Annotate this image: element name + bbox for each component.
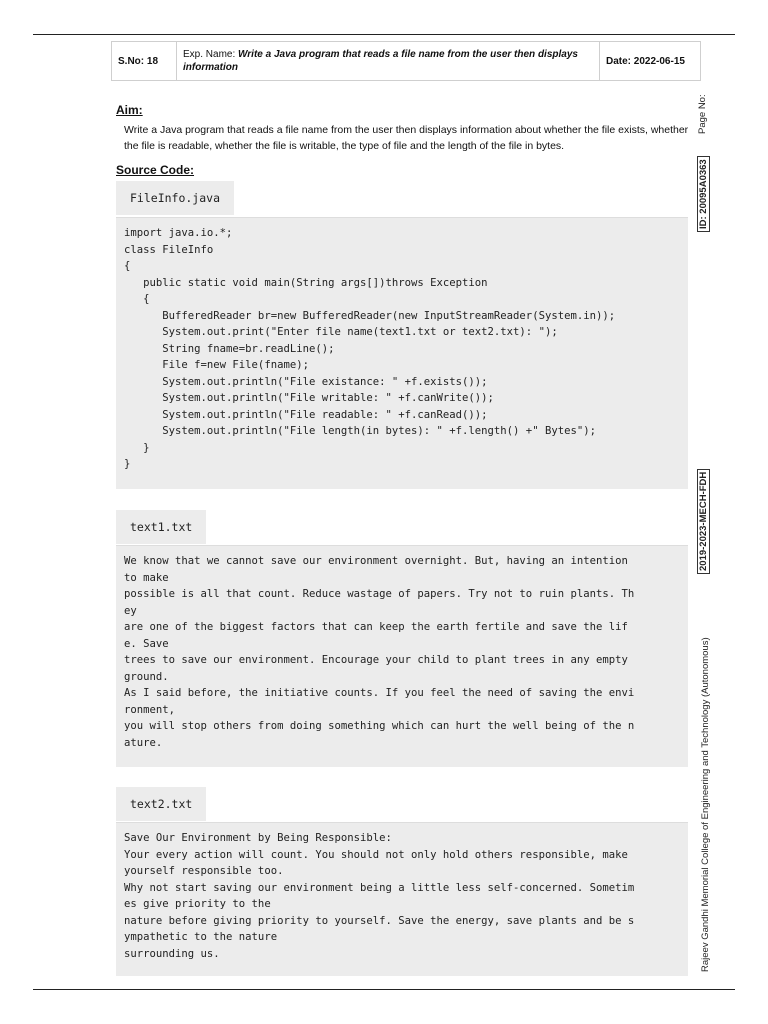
experiment-header xyxy=(111,41,701,81)
experiment-date: Date: 2022-06-15 xyxy=(600,42,701,81)
bottom-rule xyxy=(33,989,735,990)
batch-label: 2019-2023-MECH-FDH xyxy=(697,469,710,574)
file-tab-fileinfo-java[interactable]: FileInfo.java xyxy=(116,181,234,215)
code-block-text1-txt: We know that we cannot save our environment overnight. But, having an intention to make possible is all that count. Reduce wastage of papers. Try not to ruin plants. Th ey are one of the biggest factors that can keep the earth fertile and save the lif e. Save trees to save our environment. Encourage your child to plant trees in any empty ground. As I said before, the initiative counts. If you feel the need of saving the envi ronment, you will stop others from doing something which can hurt the well being of the n ature. xyxy=(116,545,688,767)
serial-number: S.No: 18 xyxy=(112,42,177,81)
page-number-label: Page No: xyxy=(697,94,708,134)
file-tab-text1-txt[interactable]: text1.txt xyxy=(116,510,206,544)
aim-text: Write a Java program that reads a file name from the user then displays information about whether the file exists, whether the file is readable, whether the file is writable, the type of file and the length of the file in bytes. xyxy=(124,124,689,152)
file-tab-text2-txt[interactable]: text2.txt xyxy=(116,787,206,821)
experiment-name-title: Write a Java program that reads a file name from the user then displays information xyxy=(183,49,578,73)
code-block-text2-txt: Save Our Environment by Being Responsible: Your every action will count. You should not only hold others responsible, make yourself responsible too. Why not start saving our environment being a little less self-concerned. Sometim es give priority to the nature before giving priority to yourself. Save the energy, save plants and be s ympathetic to the nature surrounding us. xyxy=(116,822,688,976)
experiment-name-label: Exp. Name: xyxy=(183,49,239,60)
aim-heading: Aim: xyxy=(116,103,143,117)
code-block-fileinfo-java: import java.io.*; class FileInfo { public static void main(String args[])throws Exception { BufferedReader br=new BufferedReader(new InputStreamReader(System.in)); System.out.print("Enter file name(text1.txt or text2.txt): "); String fname=br.readLine(); File f=new File(fname); System.out.println("File existance: " +f.exists()); System.out.println("File writable: " +f.canWrite()); System.out.println("File readable: " +f.canRead()); System.out.println("File length(in bytes): " +f.length() +" Bytes"); } } xyxy=(116,217,688,489)
student-id: ID: 20095A0363 xyxy=(697,156,710,232)
top-rule xyxy=(33,34,735,35)
experiment-name xyxy=(177,42,600,81)
source-code-heading: Source Code: xyxy=(116,163,195,177)
college-name: Rajeev Gandhi Memorial College of Engineering and Technology (Autonomous) xyxy=(700,637,711,972)
